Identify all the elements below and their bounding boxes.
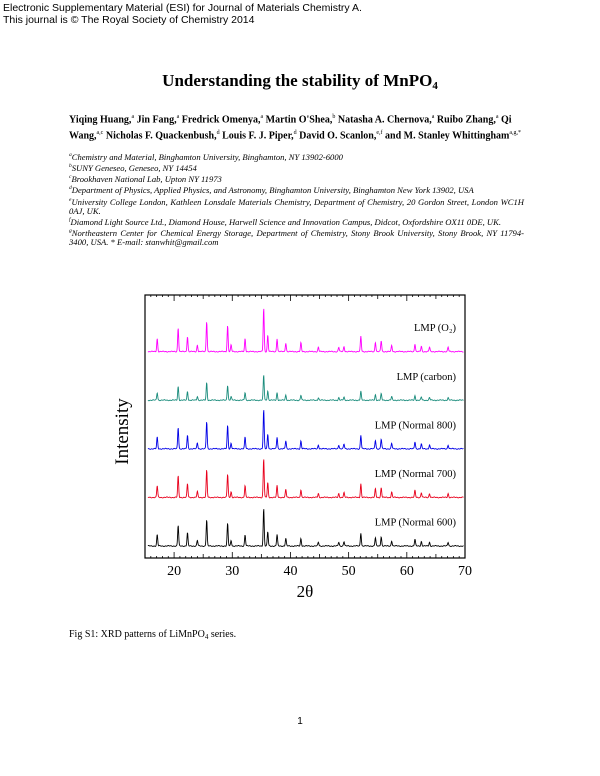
affiliation-marker: b <box>69 163 72 170</box>
author-name: Natasha A. Chernova, <box>335 114 432 126</box>
affiliation <box>69 151 524 162</box>
author-name: Qi Wang, <box>69 114 512 142</box>
affiliation-text: SUNY Geneseo, Geneseo, NY 14454 <box>71 163 197 174</box>
affiliation <box>69 162 524 173</box>
affiliation <box>69 196 524 216</box>
x-tick-label: 30 <box>225 564 240 579</box>
xrd-chart <box>100 290 480 605</box>
x-tick-label: 20 <box>167 564 182 579</box>
author-affiliation-marker: a,c <box>96 129 104 136</box>
author-name: Ruibo Zhang, <box>434 114 496 126</box>
trace-label: LMP (carbon) <box>396 371 456 383</box>
author-name: Yiqing Huang, <box>69 114 132 126</box>
affiliation <box>69 227 524 247</box>
affiliation-marker: d <box>69 185 72 192</box>
journal-header-line-1: Electronic Supplementary Material (ESI) for Journal of Materials Chemistry A. <box>3 2 362 14</box>
author-affiliation-marker: a <box>131 114 135 120</box>
affiliation <box>69 184 524 195</box>
affiliation-text: University College London, Kathleen Lonsdale Materials Chemistry, Department of Chemistry, 20 Gordon Street, London WC1H 0AJ, UK. <box>69 196 524 216</box>
author-name: and M. Stanley Whittingham <box>382 130 510 142</box>
title-subscript: 4 <box>432 80 438 92</box>
affiliation-text: Chemistry and Material, Binghamton University, Binghamton, NY 13902-6000 <box>71 151 343 162</box>
paper-title: Understanding the stability of MnPO$_4$ <box>162 71 438 92</box>
trace-label: LMP (Normal 800) <box>374 420 456 432</box>
author-list <box>69 111 524 143</box>
x-tick-label: 60 <box>399 564 414 579</box>
trace-label: LMP (Normal 600) <box>374 517 456 529</box>
affiliation-marker: c <box>69 174 72 181</box>
x-tick-label: 70 <box>458 564 472 579</box>
author-name: Fredrick Omenya, <box>179 114 261 126</box>
figure-caption: Fig S1: XRD patterns of LiMnPO$_4$ series. <box>69 629 237 641</box>
page-number: 1 <box>297 716 303 727</box>
x-tick-label: 50 <box>341 564 356 579</box>
author-affiliation-marker: a <box>176 114 180 120</box>
author-affiliation-marker: d <box>293 129 297 136</box>
author-name: Martin O'Shea, <box>263 114 333 126</box>
x-axis-label: 2θ <box>296 582 314 601</box>
affiliation-text: Diamond Light Source Ltd., Diamond House, Harwell Science and Innovation Campus, Didcot, Oxfordshire OX11 0DE, UK. <box>70 216 501 227</box>
affiliation-text: Brookhaven National Lab, Upton NY 11973 <box>71 174 222 185</box>
author-affiliation-marker: a <box>495 114 499 120</box>
affiliation-text: Department of Physics, Applied Physics, and Astronomy, Binghamton University, Binghamton New York 13902, USA <box>71 185 474 196</box>
author-affiliation-marker: a <box>431 114 435 120</box>
author-affiliation-marker: b <box>332 114 336 120</box>
author-affiliation-marker: e,f <box>376 129 383 136</box>
affiliation <box>69 173 524 184</box>
xrd-figure <box>100 290 480 605</box>
journal-header-line-2: This journal is © The Royal Society of Chemistry 2014 <box>3 14 255 26</box>
affiliation <box>69 216 524 227</box>
author-affiliation-marker: a,g,* <box>509 129 522 136</box>
affiliation-marker: g <box>69 228 72 235</box>
author-affiliation-marker: d <box>216 129 220 136</box>
author-name: David O. Scanlon, <box>296 130 377 142</box>
affiliation-marker: e <box>69 196 72 203</box>
trace-label: LMP (O₂) <box>413 323 456 335</box>
caption-subscript: 4 <box>204 633 209 641</box>
affiliation-marker: a <box>69 152 72 158</box>
author-name: Nicholas F. Quackenbush, <box>103 130 217 142</box>
author-name: Louis F. J. Piper, <box>219 130 294 142</box>
trace-label: LMP (Normal 700) <box>374 468 456 480</box>
author-name: Jin Fang, <box>134 114 177 126</box>
affiliation-text: Northeastern Center for Chemical Energy Storage, Department of Chemistry, Stony Brook University, Stony Brook, NY 11794-3400, USA. * E-mail: stanwhit@gmail.com <box>69 228 524 248</box>
affiliation-marker: f <box>69 217 71 224</box>
y-axis-label: Intensity <box>112 398 133 465</box>
affiliation-list <box>69 151 524 248</box>
x-tick-label: 40 <box>283 564 298 579</box>
author-affiliation-marker: a <box>260 114 264 120</box>
